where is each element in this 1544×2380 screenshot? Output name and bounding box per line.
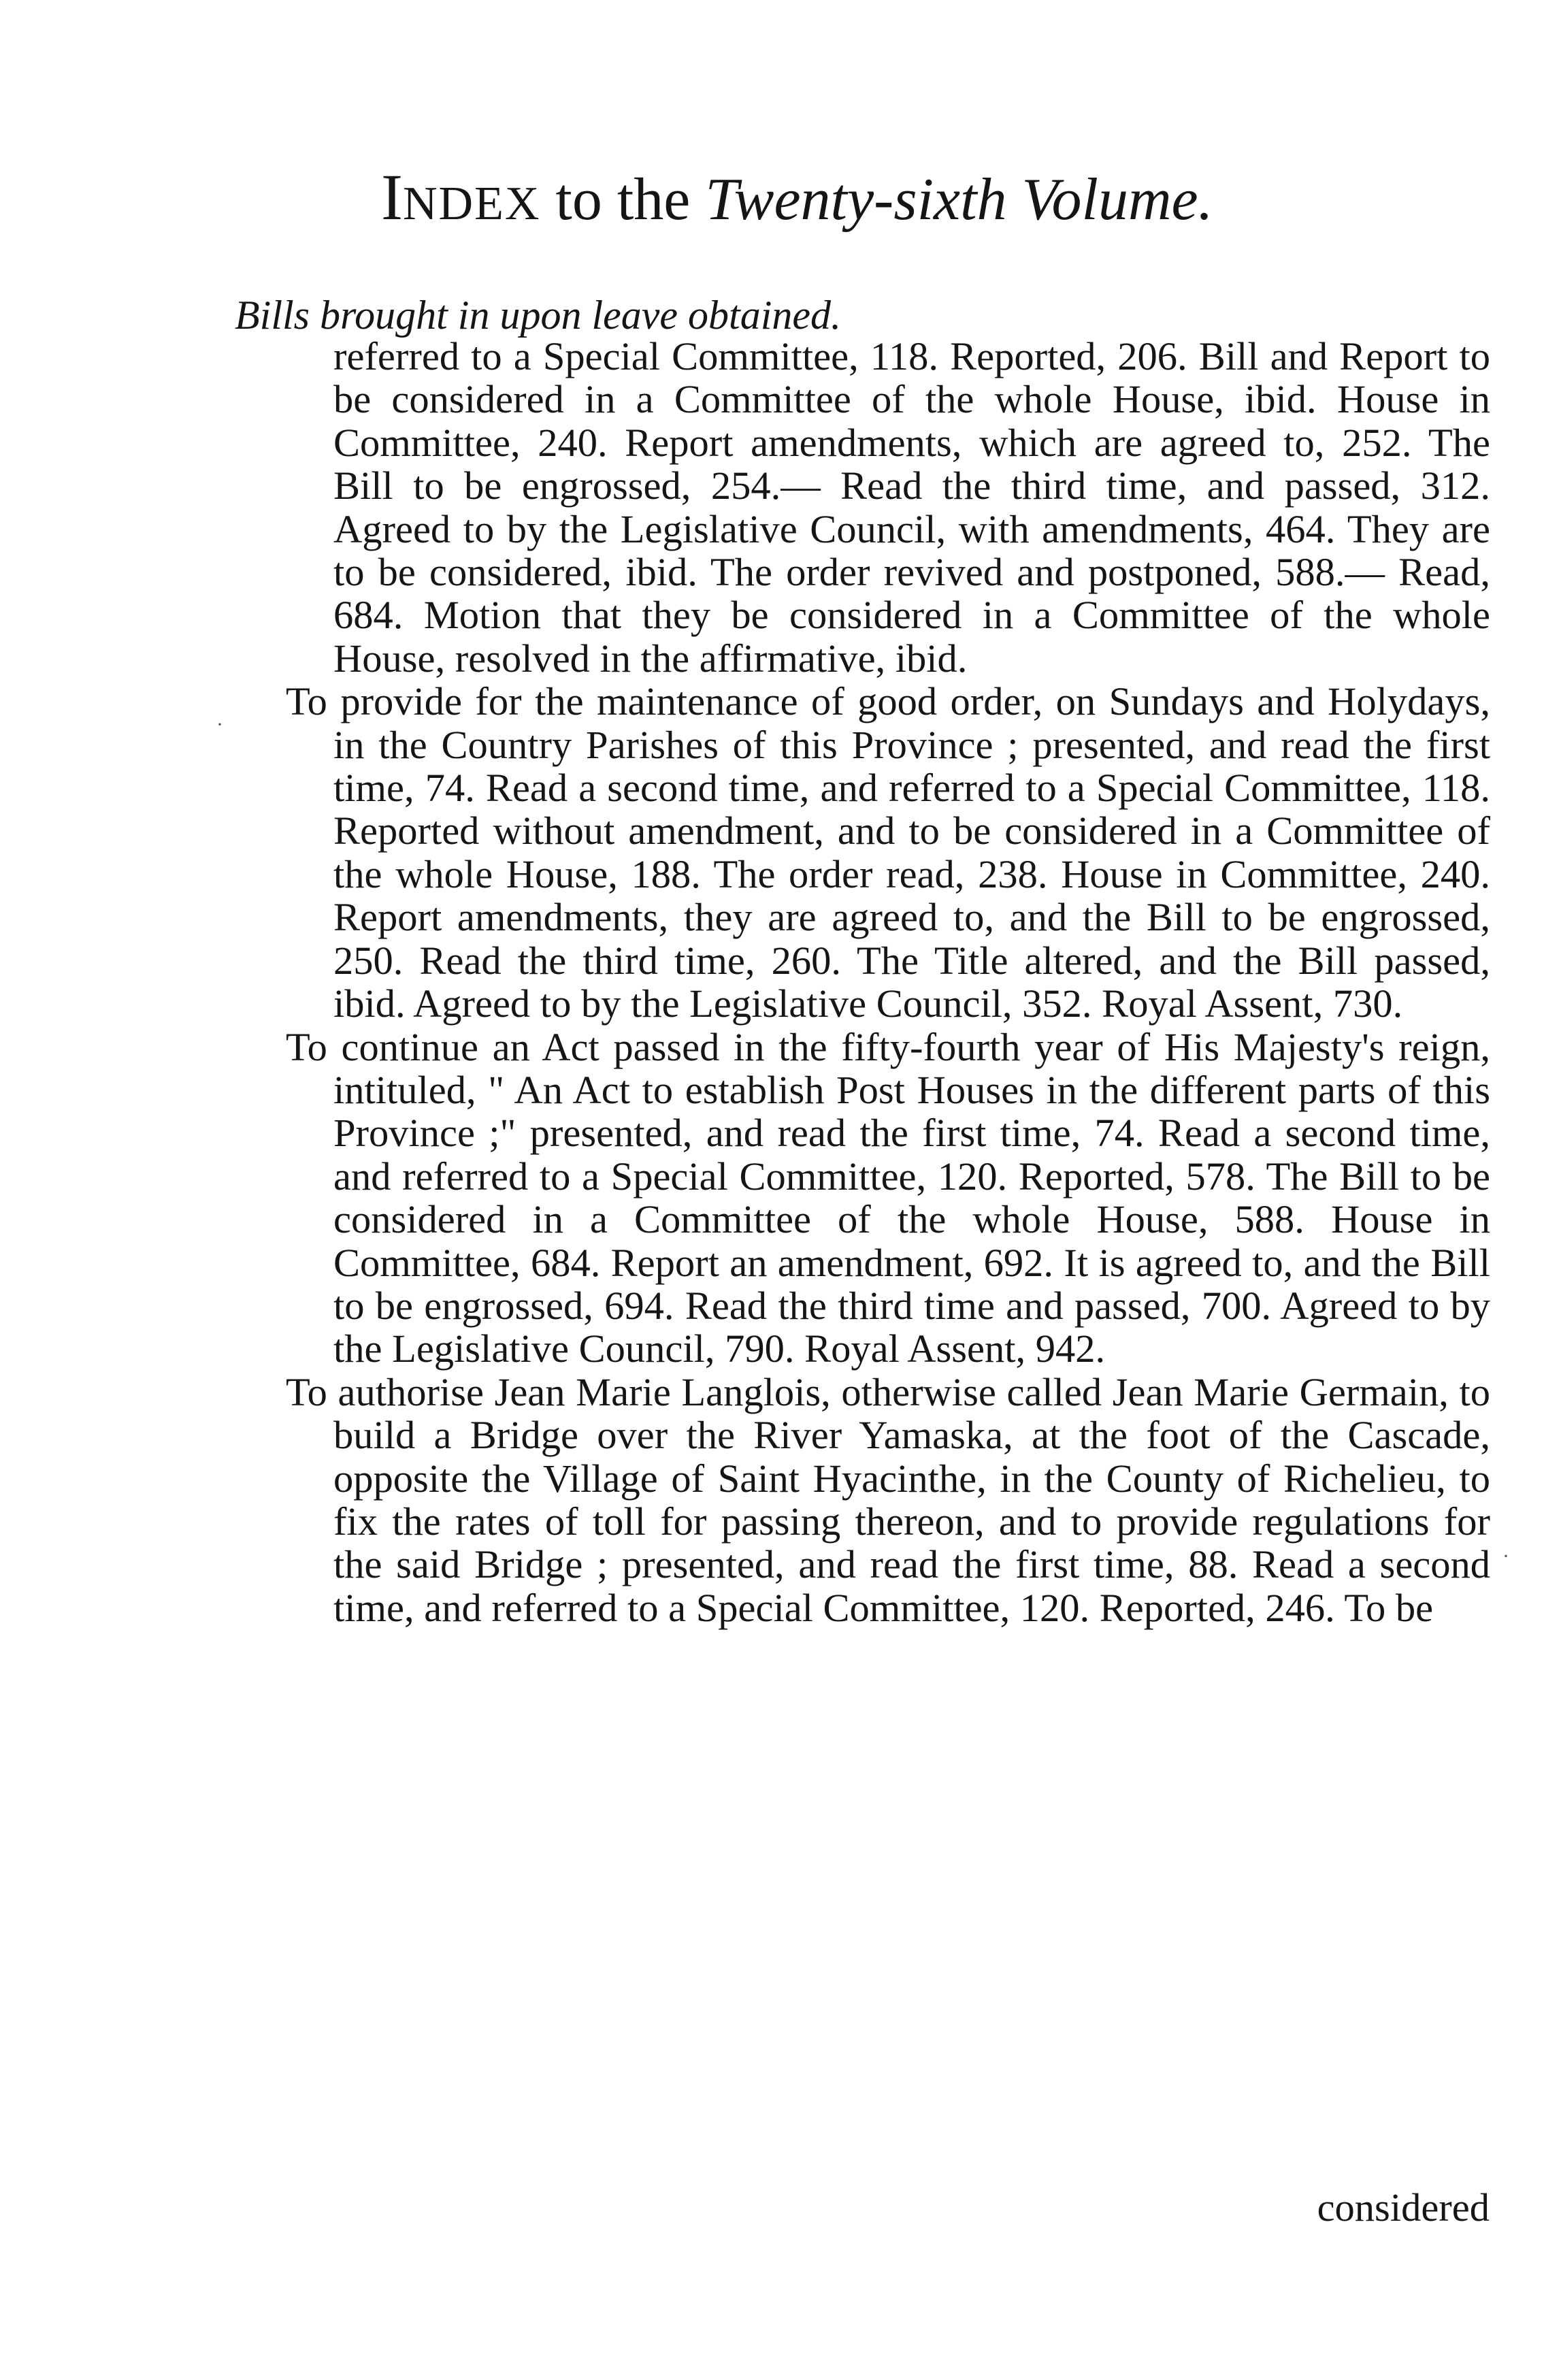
index-entry-sundays-holydays: To provide for the maintenance of good order, on Sundays and Holydays, in the Country Parishes of this Province ; presented, and read the first time, 74. Read a second time, and referred to a Special Committee, 118. Reported without amendment, and to be considered in a Committee of the whole House, 188. The order read, 238. House in Committee, 240. Report amendments, they are agreed to, and the Bill to be engrossed, 250. Read the third time, 260. The Title altered, and the Bill passed, ibid. Agreed to by the Legislative Council, 352. Royal Assent, 730. — [286, 679, 1490, 1026]
title-initial: I — [381, 161, 403, 233]
title-to-the: to the — [540, 167, 706, 233]
catchword: considered — [1317, 2185, 1490, 2230]
title-volume: Twenty-sixth Volume. — [705, 167, 1213, 233]
title-index-small-caps: NDEX — [402, 178, 541, 230]
index-entry-continued: referred to a Special Committee, 118. Reported, 206. Bill and Report to be considered in a Committee of the whole House, ibid. House in Committee, 240. Report amendments, which are agreed to, 252. The Bill to be engrossed, 254.— Read the third time, and passed, 312. Agreed to by the Legislative Council, with amendments, 464. They are to be considered, ibid. The order revived and postponed, 588.— Read, 684. Motion that they be considered in a Committee of the whole House, resolved in the affirmative, ibid. — [333, 334, 1490, 681]
index-entries — [286, 335, 1490, 1629]
ink-speck: · — [1502, 1545, 1509, 1567]
ink-speck: · — [216, 713, 223, 736]
index-entry-yamaska-bridge: To authorise Jean Marie Langlois, otherwise called Jean Marie Germain, to build a Bridge over the River Yamaska, at the foot of the Cascade, opposite the Village of Saint Hyacinthe, in the County of Richelieu, to fix the rates of toll for passing thereon, and to provide regulations for the said Bridge ; presented, and read the first time, 88. Read a second time, and referred to a Special Committee, 120. Reported, 246. To be — [286, 1369, 1490, 1630]
running-head: Bills brought in upon leave obtained. — [235, 293, 842, 338]
index-entry-post-houses: To continue an Act passed in the fifty-fourth year of His Majesty's reign, intituled, " An Act to establish Post Houses in the different parts of this Province ;" presented, and read the first time, 74. Read a second time, and referred to a Special Committee, 120. Reported, 578. The Bill to be considered in a Committee of the whole House, 588. House in Committee, 684. Report an amendment, 692. It is agreed to, and the Bill to be engrossed, 694. Read the third time and passed, 700. Agreed to by the Legislative Council, 790. Royal Assent, 942. — [286, 1024, 1490, 1371]
page-title — [381, 160, 1334, 242]
